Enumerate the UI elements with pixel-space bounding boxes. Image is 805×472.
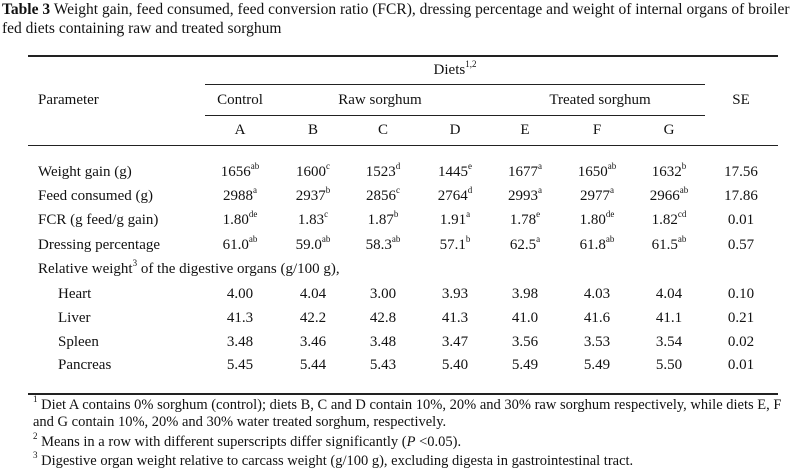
table-top-rule (28, 55, 778, 57)
table-cell (343, 236, 423, 254)
table-cell (557, 236, 637, 254)
cell-superscript: ab (677, 234, 687, 244)
table-cell: 4.04 (299, 286, 327, 302)
table-cell: 5.40 (441, 357, 469, 373)
cell-superscript: e (468, 161, 472, 171)
cell-superscript: b (465, 234, 471, 244)
table-cell (629, 187, 709, 205)
table-cell (629, 163, 709, 181)
table-cell (557, 211, 637, 229)
table-cell (200, 211, 280, 229)
table-cell (273, 187, 353, 205)
cell-value: 2937 (295, 188, 326, 204)
cell-superscript: ab (321, 234, 331, 244)
footnote-1: $^1$ Diet A contains 0% sorghum (control); diets B, C and D contain 10%, 20% and 30% raw sorghum respectively, while diets E, F and G contain 10%, 20% and 30% water treated sorghum, respectively. (33, 394, 782, 430)
cell-value: 61.8 (579, 237, 606, 253)
cell-value: 1445 (438, 164, 468, 180)
row-label: Dressing percentage (38, 237, 161, 253)
table-cell (557, 163, 637, 181)
table-cell: 5.44 (299, 357, 327, 373)
cell-value: 58.3 (365, 237, 392, 253)
table-cell (343, 187, 423, 205)
table-cell (629, 236, 709, 254)
organ-label: Spleen (58, 334, 99, 350)
table-cell (485, 187, 565, 205)
cell-superscript: a (536, 234, 541, 244)
organs-heading: Relative weight$^3$ of the digestive organs (g/100 g), (38, 258, 340, 277)
se-cell: 0.10 (727, 286, 755, 302)
cell-value: 1677 (508, 164, 538, 180)
table-cell: 5.45 (226, 357, 254, 373)
organ-label: Heart (58, 286, 92, 302)
table-cell: 3.48 (369, 334, 397, 350)
table-cell (557, 187, 637, 205)
table-cell (485, 211, 565, 229)
cell-value: 1656 (220, 164, 251, 180)
table-cell (273, 211, 353, 229)
table-cell: 3.56 (511, 334, 539, 350)
header-col-g: G (663, 122, 675, 138)
table-cell: 3.48 (226, 334, 254, 350)
table-cell: 3.93 (441, 286, 469, 302)
diets-underline (205, 84, 705, 85)
table-cell (273, 163, 353, 181)
header-diets: Diets$^{1,2}$ (433, 59, 477, 78)
table-cell: 41.0 (511, 310, 539, 326)
cell-superscript: c (324, 209, 329, 219)
cell-value: 1.78 (509, 212, 537, 228)
table-cell: 3.53 (583, 334, 611, 350)
table-cell: 3.46 (299, 334, 327, 350)
cell-value: 2993 (508, 188, 538, 204)
cell-superscript: a (538, 161, 542, 171)
table-cell: 5.49 (583, 357, 611, 373)
groups-underline (205, 115, 705, 116)
header-col-f: F (592, 122, 602, 138)
se-cell: 0.57 (727, 237, 755, 253)
row-label: Feed consumed (g) (38, 188, 153, 204)
se-cell: 0.02 (727, 334, 755, 350)
table-cell (415, 163, 495, 181)
se-cell: 17.86 (724, 188, 758, 204)
cell-superscript: d (467, 185, 473, 195)
cell-superscript: de (605, 209, 615, 219)
cell-superscript: a (538, 185, 542, 195)
row-label: FCR (g feed/g gain) (38, 212, 159, 228)
header-col-e: E (520, 122, 530, 138)
cell-value: 2966 (649, 188, 680, 204)
header-group-control: Control (217, 92, 263, 108)
cell-value: 61.5 (651, 237, 678, 253)
table-bottom-rule (28, 393, 778, 395)
cell-superscript: a (253, 185, 257, 195)
table-cell: 3.98 (511, 286, 539, 302)
table-cell (485, 163, 565, 181)
table-cell (200, 187, 280, 205)
row-label: Weight gain (g) (38, 164, 132, 180)
table-cell: 41.3 (441, 310, 469, 326)
cell-value: 1523 (365, 164, 396, 180)
table-cell: 5.49 (511, 357, 539, 373)
table-cell (629, 211, 709, 229)
cell-value: 61.0 (222, 237, 249, 253)
table-cell (485, 236, 565, 254)
organ-label: Liver (58, 310, 91, 326)
cell-superscript: c (326, 161, 330, 171)
header-group-raw: Raw sorghum (338, 92, 422, 108)
se-cell: 17.56 (724, 164, 758, 180)
table-cell (273, 236, 353, 254)
cell-superscript: ab (391, 234, 401, 244)
table-cell (343, 211, 423, 229)
table-cell (415, 187, 495, 205)
cell-superscript: d (395, 161, 401, 171)
cell-superscript: ab (250, 161, 260, 171)
table-cell (415, 211, 495, 229)
table-cell: 4.04 (655, 286, 683, 302)
cell-superscript: c (396, 185, 400, 195)
cell-superscript: b (325, 185, 331, 195)
cell-value: 1650 (577, 164, 608, 180)
table-cell (343, 163, 423, 181)
cell-value: 2856 (366, 188, 396, 204)
table-cell: 42.2 (299, 310, 327, 326)
table-cell: 4.03 (583, 286, 611, 302)
table-cell (415, 236, 495, 254)
cell-superscript: de (248, 209, 258, 219)
table-label: Table 3 (2, 1, 51, 18)
se-cell: 0.01 (727, 212, 755, 228)
table-cell: 3.00 (369, 286, 397, 302)
cell-value: 59.0 (295, 237, 322, 253)
cell-value: 62.5 (509, 237, 537, 253)
cell-value: 57.1 (439, 237, 466, 253)
cell-superscript: ab (679, 185, 689, 195)
cell-value: 2764 (437, 188, 468, 204)
cell-superscript: e (536, 209, 541, 219)
organ-label: Pancreas (58, 357, 112, 373)
table-cell: 5.43 (369, 357, 397, 373)
header-parameter: Parameter (38, 92, 99, 108)
table-cell: 41.6 (583, 310, 611, 326)
header-col-d: D (449, 122, 461, 138)
cell-superscript: ab (607, 161, 617, 171)
table-caption (2, 0, 800, 38)
table-caption-text: Weight gain, feed consumed, feed conversion ratio (FCR), dressing percentage and weight of internal organs of broiler fed diets containing raw and treated sorghum (2, 1, 790, 37)
se-cell: 0.01 (727, 357, 755, 373)
header-col-c: C (377, 122, 388, 138)
cell-superscript: a (610, 185, 614, 195)
header-group-treated: Treated sorghum (549, 92, 651, 108)
table-cell: 41.3 (226, 310, 254, 326)
table-cell: 4.00 (226, 286, 254, 302)
cell-superscript: ab (605, 234, 615, 244)
table-cell (200, 163, 280, 181)
cell-value: 1.87 (367, 212, 394, 228)
cell-value: 1.80 (579, 212, 606, 228)
cell-value: 2988 (223, 188, 253, 204)
cell-value: 1.82 (651, 212, 678, 228)
cell-value: 1632 (651, 164, 682, 180)
header-se: SE (732, 92, 750, 108)
cell-superscript: b (681, 161, 687, 171)
cell-value: 1600 (296, 164, 326, 180)
footnote-2: $^2$ Means in a row with different superscripts differ significantly (P <0.05). (33, 431, 462, 450)
table-cell: 3.47 (441, 334, 469, 350)
table-cell: 41.1 (655, 310, 683, 326)
header-col-a: A (234, 122, 246, 138)
header-bottom-rule (28, 145, 778, 146)
se-cell: 0.21 (727, 310, 755, 326)
table-cell: 5.50 (655, 357, 683, 373)
table-cell: 42.8 (369, 310, 397, 326)
cell-superscript: b (393, 209, 399, 219)
cell-value: 1.80 (222, 212, 249, 228)
cell-value: 1.83 (297, 212, 325, 228)
footnote-3: $^3$ Digestive organ weight relative to carcass weight (g/100 g), excluding digesta in gastrointestinal tract. (33, 450, 634, 469)
header-col-b: B (307, 122, 318, 138)
cell-superscript: cd (677, 209, 687, 219)
cell-value: 1.91 (439, 212, 467, 228)
table-cell: 3.54 (655, 334, 683, 350)
cell-value: 2977 (580, 188, 610, 204)
cell-superscript: a (466, 209, 471, 219)
cell-superscript: ab (248, 234, 258, 244)
table-cell (200, 236, 280, 254)
